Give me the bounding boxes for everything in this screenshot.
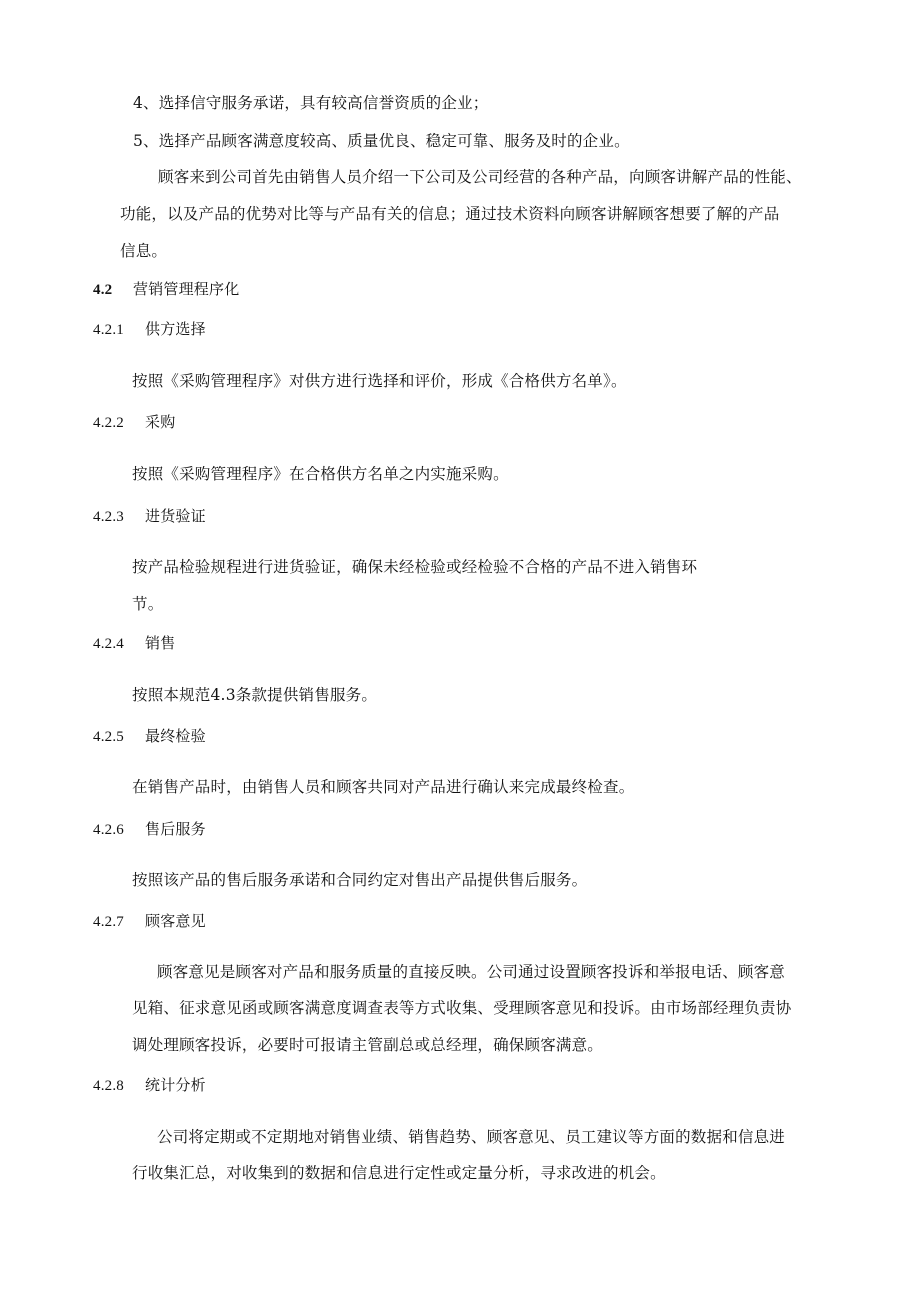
subsection-heading-4-2-4	[93, 632, 175, 655]
subsection-text: 在销售产品时，由销售人员和顾客共同对产品进行确认来完成最终检查。	[132, 778, 635, 796]
subsection-text: 按照本规范4.3条款提供销售服务。	[132, 686, 378, 704]
subsection-number: 4.2.4	[93, 636, 124, 652]
subsection-number: 4.2.7	[93, 914, 124, 930]
subsection-heading-4-2-8	[93, 1074, 206, 1097]
subsection-title: 销售	[145, 634, 176, 652]
subsection-number: 4.2.1	[93, 322, 124, 338]
section-heading	[93, 278, 239, 301]
subsection-title: 统计分析	[145, 1076, 206, 1094]
list-item-4: 4、选择信守服务承诺，具有较高信誉资质的企业；	[133, 94, 489, 112]
subsection-heading-4-2-5	[93, 725, 206, 748]
subsection-heading-4-2-2	[93, 411, 175, 434]
subsection-number: 4.2.3	[93, 509, 124, 525]
intro-line-3: 信息。	[120, 242, 168, 260]
subsection-text: 见箱、征求意见函或顾客满意度调查表等方式收集、受理顾客意见和投诉。由市场部经理负责协	[132, 999, 792, 1017]
subsection-text: 行收集汇总，对收集到的数据和信息进行定性或定量分析，寻求改进的机会。	[132, 1164, 666, 1182]
subsection-number: 4.2.2	[93, 415, 124, 431]
subsection-title: 最终检验	[145, 727, 206, 745]
subsection-heading-4-2-3	[93, 505, 206, 528]
subsection-text: 调处理顾客投诉，必要时可报请主管副总或总经理，确保顾客满意。	[132, 1036, 604, 1054]
subsection-number: 4.2.8	[93, 1078, 124, 1094]
subsection-title: 顾客意见	[145, 912, 206, 930]
section-title: 营销管理程序化	[133, 280, 240, 298]
subsection-title: 售后服务	[145, 820, 206, 838]
subsection-title: 采购	[145, 413, 176, 431]
intro-line-2: 功能，以及产品的优势对比等与产品有关的信息；通过技术资料向顾客讲解顾客想要了解的产品	[120, 205, 780, 223]
section-number: 4.2	[93, 282, 113, 298]
subsection-text: 顾客意见是顾客对产品和服务质量的直接反映。公司通过设置顾客投诉和举报电话、顾客意	[157, 963, 786, 981]
subsection-text: 按照该产品的售后服务承诺和合同约定对售出产品提供售后服务。	[132, 871, 588, 889]
subsection-heading-4-2-6	[93, 818, 206, 841]
intro-line-1: 顾客来到公司首先由销售人员介绍一下公司及公司经营的各种产品，向顾客讲解产品的性能、	[158, 168, 802, 186]
subsection-number: 4.2.5	[93, 729, 124, 745]
subsection-text: 按照《采购管理程序》在合格供方名单之内实施采购。	[132, 465, 509, 483]
subsection-number: 4.2.6	[93, 822, 124, 838]
subsection-title: 进货验证	[145, 507, 206, 525]
subsection-text: 按照《采购管理程序》对供方进行选择和评价，形成《合格供方名单》。	[132, 372, 627, 390]
subsection-text: 公司将定期或不定期地对销售业绩、销售趋势、顾客意见、员工建议等方面的数据和信息进	[157, 1128, 786, 1146]
subsection-title: 供方选择	[145, 320, 206, 338]
subsection-heading-4-2-7	[93, 910, 206, 933]
subsection-heading-4-2-1	[93, 318, 206, 341]
list-item-5: 5、选择产品顾客满意度较高、质量优良、稳定可靠、服务及时的企业。	[133, 132, 630, 150]
subsection-text: 按产品检验规程进行进货验证，确保未经检验或经检验不合格的产品不进入销售环	[132, 558, 698, 576]
subsection-text: 节。	[132, 595, 164, 613]
